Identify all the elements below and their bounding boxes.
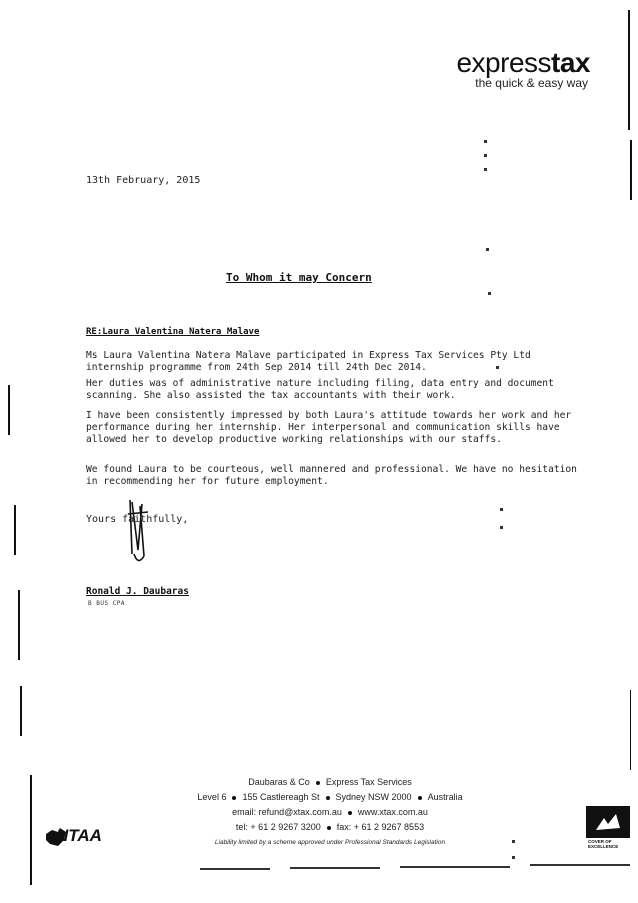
letterhead-footer xyxy=(150,775,510,851)
scan-speck xyxy=(488,292,491,295)
expresstax-logo xyxy=(410,48,590,90)
scan-speck xyxy=(484,140,487,143)
footer-legal-note: Liability limited by a scheme approved under Professional Standards Legislation xyxy=(214,839,446,846)
scan-dash xyxy=(400,866,510,868)
scan-dash xyxy=(200,868,270,870)
scan-speck xyxy=(484,154,487,157)
logo-wordmark: expresstax xyxy=(456,47,590,78)
footer-website[interactable]: www.xtax.com.au xyxy=(357,807,428,817)
paragraph-duties: Her duties was of administrative nature including filing, data entry and document scanning. She also assisted the tax accountants with their work. xyxy=(86,378,554,401)
scan-speck xyxy=(512,856,515,859)
bullet-dot xyxy=(326,796,330,800)
bullet-dot xyxy=(327,826,331,830)
paragraph-impressions: I have been consistently impressed by both Laura's attitude towards her work and her performance during her internship. Her interpersonal and communication skills have allowed her to develop productive working relationships with our staffs. xyxy=(86,410,572,445)
scan-speck xyxy=(496,366,499,369)
scan-edge-left-5 xyxy=(30,775,32,885)
logo-tagline: the quick & easy way xyxy=(475,76,588,90)
footer-row-phone xyxy=(150,820,510,835)
scan-speck xyxy=(500,508,503,511)
scan-edge-left-4 xyxy=(20,686,22,736)
scan-edge-left-1 xyxy=(8,385,10,435)
scan-speck xyxy=(484,168,487,171)
scan-edge-left-2 xyxy=(14,505,16,555)
paragraph-recommendation: We found Laura to be courteous, well mannered and professional. We have no hesitation in recommending her for future employment. xyxy=(86,464,577,487)
footer-row-address: Level 6 155 Castlereagh St Sydney NSW 2000 Australia xyxy=(197,792,463,802)
footer-email[interactable]: email: refund@xtax.com.au xyxy=(232,807,342,817)
scan-edge-right-mid xyxy=(630,140,632,200)
footer-fax: fax: + 61 2 9267 8553 xyxy=(336,822,425,832)
bullet-dot xyxy=(316,781,320,785)
footer-row-company: Daubaras & Co Express Tax Services xyxy=(248,777,412,787)
scan-speck xyxy=(500,526,503,529)
handwritten-signature xyxy=(118,494,158,574)
ntaa-logo-text: NTAA xyxy=(56,826,102,845)
scan-speck xyxy=(512,840,515,843)
footer-tel: tel: + 61 2 9267 3200 xyxy=(235,822,321,832)
footer-row-web xyxy=(150,805,510,820)
letter-date: 13th February, 2015 xyxy=(86,175,201,186)
scan-dash xyxy=(290,867,380,869)
excellence-badge-text: COVER OF EXCELLENCE xyxy=(588,839,619,849)
paragraph-internship: Ms Laura Valentina Natera Malave participated in Express Tax Services Pty Ltd internship programme from 24th Sep 2014 till 24th Dec 2014. xyxy=(86,350,531,373)
signer-name: Ronald J. Daubaras xyxy=(86,586,189,597)
signer-qualifications: B BUS CPA xyxy=(88,600,126,607)
letter-heading: To Whom it may Concern xyxy=(226,271,372,284)
scan-speck xyxy=(486,248,489,251)
closing-line: Yours faithfully, xyxy=(86,514,189,525)
scan-edge-right-top xyxy=(628,10,630,130)
scan-edge-left-3 xyxy=(18,590,20,660)
bullet-dot xyxy=(418,796,422,800)
bullet-dot xyxy=(232,796,236,800)
scan-edge-right-low xyxy=(630,690,631,770)
scan-dash xyxy=(530,864,630,866)
re-line: RE:Laura Valentina Natera Malave xyxy=(86,327,260,337)
bullet-dot xyxy=(348,811,352,815)
